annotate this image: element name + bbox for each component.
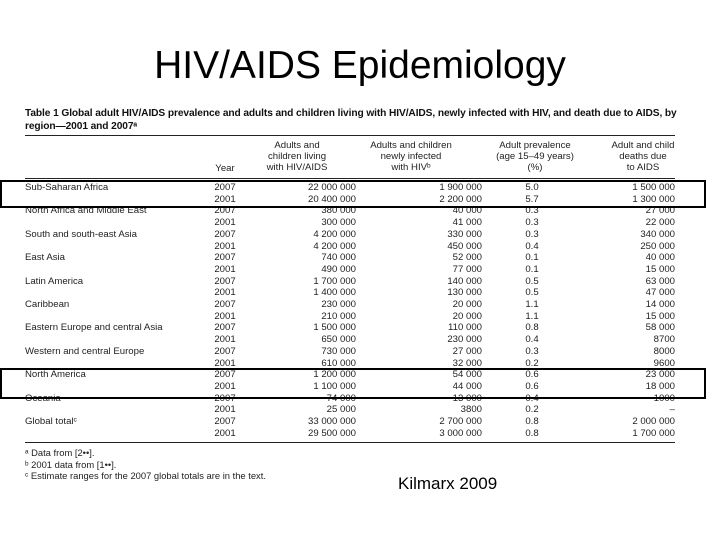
newly-infected-cell: 450 000 <box>447 240 482 252</box>
year-cell: 2001 <box>214 240 236 252</box>
living-cell: 300 000 <box>321 217 356 229</box>
table-row <box>25 346 675 358</box>
footnote: ᵃ Data from [2••]. <box>25 447 95 458</box>
region-cell <box>25 334 201 346</box>
table-row <box>25 416 675 428</box>
region-cell: North Africa and Middle East <box>25 205 147 217</box>
living-cell: 230 000 <box>321 299 356 311</box>
deaths-cell: 9600 <box>653 357 675 369</box>
table-bottom-rule <box>25 442 675 443</box>
living-cell: 4 200 000 <box>313 240 356 252</box>
deaths-cell: 1000 <box>653 392 675 404</box>
table-row <box>25 229 675 241</box>
header-deaths-line: to AIDS <box>626 162 660 173</box>
newly-infected-cell: 52 000 <box>452 252 482 264</box>
prevalence-cell: 0.4 <box>525 334 539 346</box>
living-cell: 20 400 000 <box>307 193 356 205</box>
prevalence-cell: 0.8 <box>525 416 539 428</box>
region-cell <box>25 287 201 299</box>
living-cell: 1 400 000 <box>313 287 356 299</box>
year-cell: 2007 <box>214 416 236 428</box>
prevalence-cell: 0.2 <box>525 357 539 369</box>
deaths-cell: 63 000 <box>645 275 675 287</box>
newly-infected-cell: 20 000 <box>452 310 482 322</box>
deaths-cell: 15 000 <box>645 263 675 275</box>
deaths-cell: 1 500 000 <box>632 182 675 193</box>
header-newly-line: newly infected <box>380 151 442 162</box>
header-year: Year <box>215 163 235 174</box>
living-cell: 4 200 000 <box>313 228 356 240</box>
table-row <box>25 322 675 334</box>
newly-infected-cell: 13 000 <box>452 392 482 404</box>
year-cell: 2007 <box>214 392 236 404</box>
year-cell: 2001 <box>214 357 236 369</box>
year-cell: 2007 <box>214 228 236 240</box>
deaths-cell: 2 000 000 <box>632 416 675 428</box>
year-cell: 2001 <box>214 380 236 392</box>
deaths-cell: 1 700 000 <box>632 427 675 439</box>
table-row <box>25 311 675 323</box>
deaths-cell: 340 000 <box>640 228 675 240</box>
deaths-cell: 47 000 <box>645 287 675 299</box>
deaths-cell: 23 000 <box>645 369 675 381</box>
prevalence-cell: 0.1 <box>525 252 539 264</box>
year-cell: 2007 <box>214 205 236 217</box>
prevalence-cell: 5.7 <box>525 193 539 205</box>
deaths-cell: – <box>669 404 675 416</box>
prevalence-cell: 0.4 <box>525 392 539 404</box>
prevalence-cell: 1.1 <box>525 299 539 311</box>
region-cell: Caribbean <box>25 299 70 311</box>
data-table <box>25 182 675 439</box>
living-cell: 29 500 000 <box>307 427 356 439</box>
newly-infected-cell: 330 000 <box>447 228 482 240</box>
table-footnotes <box>25 447 266 482</box>
region-cell <box>25 404 201 416</box>
table-header-rule <box>25 178 675 179</box>
region-cell: Western and central Europe <box>25 345 145 357</box>
source-citation: Kilmarx 2009 <box>398 474 498 493</box>
region-cell <box>25 311 201 323</box>
newly-infected-cell: 40 000 <box>452 205 482 217</box>
header-newly-line: Adults and children <box>370 140 452 151</box>
deaths-cell: 22 000 <box>645 217 675 229</box>
prevalence-cell: 0.8 <box>525 427 539 439</box>
header-deaths-line: Adult and child <box>611 140 675 151</box>
year-cell: 2007 <box>214 252 236 264</box>
footnote: ᶜ Estimate ranges for the 2007 global totals are in the text. <box>25 470 266 481</box>
table-row <box>25 217 675 229</box>
region-cell <box>25 428 201 440</box>
living-cell: 22 000 000 <box>307 182 356 193</box>
newly-infected-cell: 27 000 <box>452 345 482 357</box>
region-cell <box>25 241 201 253</box>
header-prevalence-line: Adult prevalence <box>499 140 571 151</box>
deaths-cell: 1 300 000 <box>632 193 675 205</box>
highlight-box-sub-saharan-africa <box>0 180 706 208</box>
year-cell: 2001 <box>214 404 236 416</box>
living-cell: 74 000 <box>326 392 356 404</box>
deaths-cell: 18 000 <box>645 380 675 392</box>
prevalence-cell: 0.5 <box>525 275 539 287</box>
prevalence-cell: 0.5 <box>525 287 539 299</box>
newly-infected-cell: 54 000 <box>452 369 482 381</box>
newly-infected-cell: 1 900 000 <box>439 182 482 193</box>
living-cell: 650 000 <box>321 334 356 346</box>
year-cell: 2001 <box>214 334 236 346</box>
newly-infected-cell: 32 000 <box>452 357 482 369</box>
table-row <box>25 252 675 264</box>
newly-infected-cell: 230 000 <box>447 334 482 346</box>
newly-infected-cell: 77 000 <box>452 263 482 275</box>
header-prevalence <box>480 140 590 173</box>
region-cell: Eastern Europe and central Asia <box>25 322 163 334</box>
year-cell: 2007 <box>214 182 236 193</box>
living-cell: 1 200 000 <box>313 369 356 381</box>
header-newly <box>356 140 466 173</box>
year-cell: 2007 <box>214 275 236 287</box>
prevalence-cell: 0.6 <box>525 369 539 381</box>
table-top-rule <box>25 135 675 136</box>
footnote: ᵇ 2001 data from [1••]. <box>25 458 117 470</box>
newly-infected-cell: 44 000 <box>452 380 482 392</box>
newly-infected-cell: 20 000 <box>452 299 482 311</box>
newly-infected-cell: 41 000 <box>452 217 482 229</box>
prevalence-cell: 0.3 <box>525 217 539 229</box>
region-cell: Global totalᶜ <box>25 416 77 428</box>
deaths-cell: 250 000 <box>640 240 675 252</box>
living-cell: 25 000 <box>326 404 356 416</box>
living-cell: 1 500 000 <box>313 322 356 334</box>
header-prevalence-line: (age 15–49 years) <box>496 151 574 162</box>
newly-infected-cell: 3 000 000 <box>439 427 482 439</box>
newly-infected-cell: 140 000 <box>447 275 482 287</box>
region-cell: East Asia <box>25 252 65 264</box>
table-row <box>25 299 675 311</box>
table-row <box>25 334 675 346</box>
deaths-cell: 14 000 <box>645 299 675 311</box>
newly-infected-cell: 2 700 000 <box>439 416 482 428</box>
table-row <box>25 241 675 253</box>
living-cell: 33 000 000 <box>307 416 356 428</box>
year-cell: 2001 <box>214 193 236 205</box>
prevalence-cell: 0.2 <box>525 404 539 416</box>
table-caption: Table 1 Global adult HIV/AIDS prevalence and adults and children living with HIV/AIDS, newly infected with HIV, and death due to AIDS, by region—2001 and 2007ᵃ <box>25 108 677 132</box>
year-cell: 2001 <box>214 427 236 439</box>
newly-infected-cell: 2 200 000 <box>439 193 482 205</box>
header-deaths-line: deaths due <box>619 151 667 162</box>
living-cell: 740 000 <box>321 252 356 264</box>
year-cell: 2007 <box>214 299 236 311</box>
region-cell: Oceania <box>25 392 61 404</box>
prevalence-cell: 0.3 <box>525 345 539 357</box>
header-newly-line: with HIVᵇ <box>391 162 431 173</box>
prevalence-cell: 0.3 <box>525 205 539 217</box>
region-cell: South and south-east Asia <box>25 228 138 240</box>
year-cell: 2007 <box>214 322 236 334</box>
newly-infected-cell: 3800 <box>460 404 482 416</box>
prevalence-cell: 5.0 <box>525 182 539 193</box>
year-cell: 2001 <box>214 263 236 275</box>
header-prevalence-line: (%) <box>527 162 543 173</box>
slide-title: HIV/AIDS Epidemiology <box>154 44 566 87</box>
newly-infected-cell: 110 000 <box>448 322 482 334</box>
year-cell: 2007 <box>214 369 236 381</box>
deaths-cell: 58 000 <box>645 322 675 334</box>
header-living-line: Adults and <box>274 140 320 151</box>
year-cell: 2001 <box>214 287 236 299</box>
deaths-cell: 27 000 <box>645 205 675 217</box>
living-cell: 380 000 <box>321 205 356 217</box>
region-cell <box>25 217 201 229</box>
region-cell <box>25 264 201 276</box>
header-living-line: children living <box>267 151 327 162</box>
living-cell: 1 700 000 <box>313 275 356 287</box>
table-row <box>25 287 675 299</box>
living-cell: 610 000 <box>321 357 356 369</box>
table-row <box>25 404 675 416</box>
year-cell: 2007 <box>214 345 236 357</box>
header-living-line: with HIV/AIDS <box>266 162 328 173</box>
header-deaths <box>598 140 688 173</box>
table-row <box>25 276 675 288</box>
table-row <box>25 264 675 276</box>
year-cell: 2001 <box>214 217 236 229</box>
living-cell: 210 000 <box>321 310 356 322</box>
prevalence-cell: 0.1 <box>525 263 539 275</box>
year-cell: 2001 <box>214 310 236 322</box>
table-body <box>25 182 675 439</box>
living-cell: 1 100 000 <box>313 380 356 392</box>
prevalence-cell: 0.6 <box>525 380 539 392</box>
region-cell: Sub-Saharan Africa <box>25 182 109 193</box>
deaths-cell: 8000 <box>653 345 675 357</box>
deaths-cell: 15 000 <box>645 310 675 322</box>
deaths-cell: 8700 <box>653 334 675 346</box>
newly-infected-cell: 130 000 <box>447 287 482 299</box>
region-cell: Latin America <box>25 275 84 287</box>
prevalence-cell: 0.8 <box>525 322 539 334</box>
region-cell: North America <box>25 369 86 381</box>
prevalence-cell: 1.1 <box>525 310 539 322</box>
highlight-box-north-america <box>0 368 706 399</box>
header-living <box>250 140 344 173</box>
deaths-cell: 40 000 <box>645 252 675 264</box>
prevalence-cell: 0.4 <box>525 240 539 252</box>
living-cell: 730 000 <box>321 345 356 357</box>
prevalence-cell: 0.3 <box>525 228 539 240</box>
table-row <box>25 428 675 440</box>
living-cell: 490 000 <box>321 263 356 275</box>
